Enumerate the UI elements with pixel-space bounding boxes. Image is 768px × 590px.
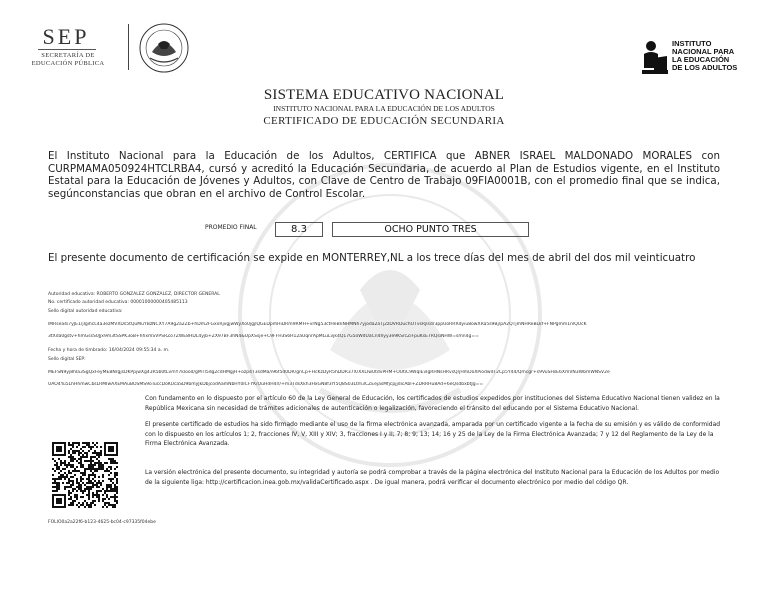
sep-seal-line-1: MEFSN9yj8hIa3SgQxFeyMEBNrgjsDKPpjwXg43R5b0tLvmY7kIood/gMTI5dg2cdHMgjH+ozp4T3sdMa/i96f5d0DR/gnCp+HcKzDyR5hDDR37X/XXLIwUtdvPHM+OUtiC9WqlEvIgRHNsHRvsQ/jHmDoXPiodwdT2Cp5Y44/Qmcgr+s9VuSHsE6XmVN3WbmWNSV2e <box>48 370 610 375</box>
header-divider <box>128 24 129 70</box>
inea-logo-line-2: NACIONAL PARA <box>672 47 735 56</box>
sep-seal-line-2: UAO4Yu5LhHhmwCbsLRMIwAXEMAuBOSMS9oTuccDoKUcaSD9bmyJkDbjcodAamNbHY0ICFYK/OuHdH4rl/+m3TdsXkh3HxGN8f3lY5Q8S03Ltm3CZEejasMfjcpjjdicAbI+ZDRRHu8Ad+6eQsdbxbtJg== <box>48 382 484 387</box>
sep-logo-subtitle-1: SECRETARÍA DE <box>41 52 95 59</box>
sep-logo-subtitle-2: EDUCACIÓN PÚBLICA <box>31 60 105 67</box>
institute-title: INSTITUTO NACIONAL PARA LA EDUCACIÓN DE LOS ADULTOS <box>273 104 495 113</box>
promedio-text: OCHO PUNTO TRES <box>332 222 529 237</box>
promedio-label: PROMEDIO FINAL <box>205 224 257 231</box>
inea-logo-line-3: LA EDUCACIÓN <box>672 55 730 64</box>
digital-seal-line-1: lMRsea4i7yJE1/jlgihcL4a3ezMVXDs5tQuMuYBzNCXY7A9g2a2Zb+hDm2FGxxRjvgjwWyXo0jgjlQGEDpmHiDRm9RMH+vrNg53ctHeBnNHMNh7yjoda2aTj2zDVRDuchOTvsRjlsdr3ppUoRRRdyiu8owXRa5s9Bj/pA2QTjmNHReBLkf+FNPgmm1nlQUcK <box>48 322 587 327</box>
promedio-value: 8.3 <box>275 222 323 237</box>
certificate-title: CERTIFICADO DE EDUCACIÓN SECUNDARIA <box>263 115 505 127</box>
certificate-number: No. certificado autoridad educativa: 00001000000405485113 <box>48 300 188 305</box>
authority-line: Autoridad educativa: ROBERTO GONZALEZ GONZALEZ, DIRECTOR GENERAL <box>48 292 220 297</box>
folio: FOLIO0a2a22f6-b123-4625-bc04-c97335f04ebe <box>48 520 156 525</box>
digital-seal-label: Sello digital autoridad educativa: <box>48 309 123 314</box>
legal-paragraph-1: Con fundamento en lo dispuesto por el artículo 60 de la Ley General de Educación, los certificados de estudios expedidos por instituciones del Sistema Educativo Nacional tienen validez en la República Mexicana sin necesidad de trámites adicionales de autenticación o legalización, favoreciendo el tránsito del educando por el Sistema Educativo Nacional. <box>145 395 720 412</box>
inea-logo-line-1: INSTITUTO <box>672 39 712 48</box>
sep-seal-label: Sello digital SEP: <box>48 357 86 362</box>
certification-paragraph: El Instituto Nacional para la Educación de los Adultos, CERTIFICA que ABNER ISRAEL MALDONADO MORALES con CURPMAMA050924HTCLRBA4, cursó y acreditó la Educación Secundaria, de acuerdo al Plan de Estudios vigente, en el Instituto Estatal para la Educación de Jóvenes y Adultos, con Clave de Centro de Trabajo 09FIA0001B, con el promedio final que se indica, segúnconstancias que obran en el archivo de Control Escolar. <box>48 150 720 200</box>
sep-logo-rule <box>38 49 96 50</box>
main-title: SISTEMA EDUCATIVO NACIONAL <box>263 87 505 103</box>
legal-paragraph-3: La versión electrónica del presente documento, su integridad y autoría se podrá comprobar a través de la página electrónica del Instituto Nacional para la Educación de los Adultos por medio de la siguiente liga: http://certificacion.inea.gob.mx/validaCertificado.aspx . De igual manera, podrá verificar el documento electrónico por medio del código QR. <box>145 469 720 486</box>
timestamp-line: Fecha y hora de timbrado: 16/04/2024 09:55:34 a. m. <box>48 348 170 353</box>
national-seal-icon <box>138 22 190 74</box>
sep-logo-text: SEP <box>42 24 90 49</box>
inea-logo-line-4: DE LOS ADULTOS <box>672 63 738 72</box>
legal-paragraph-2: El presente certificado de estudios ha sido firmado mediante el uso de la firma electrónica avanzada, amparada por un certificado vigente a la fecha de su emisión y es válido de conformidad con lo dispuesto en los artículos 1; 2, fracciones IV, V, XIII y XIV; 3, fracciones I y II; 7; 8; 9; 13; 14; 16 y 25 de la Ley de la Firma Electrónica Avanzada; 7 y 12 del Reglamento de la Ley de la Firma Electrónica Avanzada. <box>145 421 721 448</box>
qr-code <box>52 442 118 508</box>
inea-logo-icon <box>642 40 668 74</box>
issue-statement: El presente documento de certificación se expide en MONTERREY,NL a los trece días del mes de abril del dos mil veinticuatro <box>48 252 696 264</box>
digital-seal-line-2: 3tXda0gstv+hmGssS0Jjx9m3tSSPK3oB+hhxmSVPSRZo7ZWE8HDL4yjb+ZX97BF3hN4&UpXSsje+C9FFH3S6H12aUqnrApMLuLvjk4Q17G5oWdUaCn4hyy3e9KSrcZiFpuKsE7RQsiNHW=smn4g== <box>48 334 479 339</box>
